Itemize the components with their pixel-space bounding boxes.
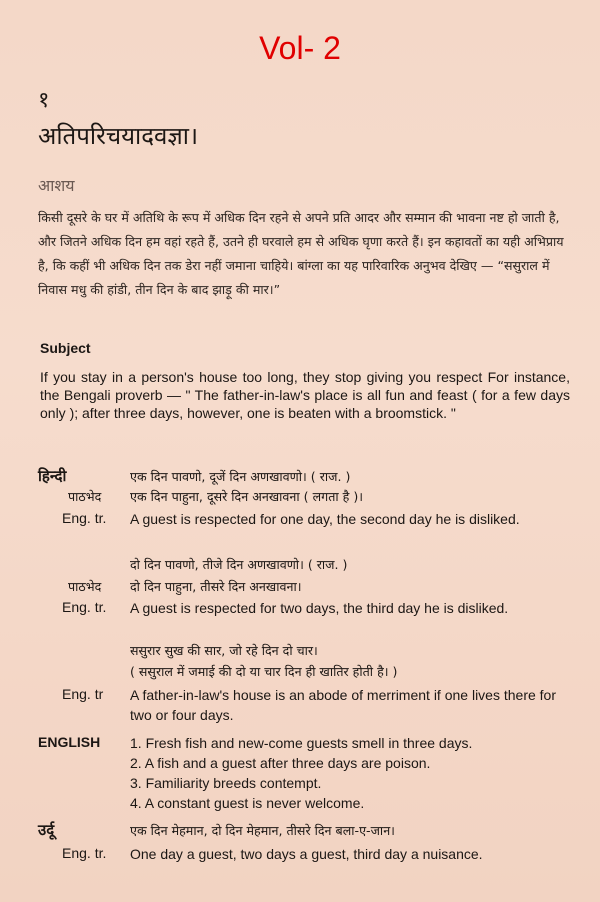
eng-tr-label-4: Eng. tr.: [62, 845, 107, 861]
urdu-proverb: एक दिन मेहमान, दो दिन मेहमान, तीसरे दिन बला-ए-जान।: [130, 823, 395, 838]
eng-tr-label-3: Eng. tr: [62, 686, 104, 702]
volume-label: Vol- 2: [259, 30, 341, 66]
hindi-paragraph: किसी दूसरे के घर में अतिथि के रूप में अधिक दिन रहने से अपने प्रति आदर और सम्मान की भावना नष्ट हो जाती है, और जितने अधिक दिन हम वहां रहते हैं, उतने ही घरवाले हम से अधिक घृणा करते हैं। इन कहावतों का यही अभिप्राय है, कि कहीं भी अधिक दिन तक डेरा नहीं जमाना चाहिये। बांग्ला का यह पारिवारिक अनुभव देखिए — “ससुराल में निवास मधु की हांडी, तीन दिन के बाद झाड़ू की मार।”: [38, 210, 564, 297]
urdu-label: उर्दू: [38, 821, 55, 839]
eng-translation-3: A father-in-law's house is an abode of merriment if one lives there for two or four days.: [130, 687, 556, 723]
hindi-proverb-1: एक दिन पावणो, दूजें दिन अणखावणो। ( राज. ): [130, 469, 351, 484]
proverb-title: अतिपरिचयादवज्ञा।: [38, 122, 199, 150]
eng-tr-label-2: Eng. tr.: [62, 599, 107, 615]
english-label: ENGLISH: [38, 734, 101, 750]
eng-tr-label-1: Eng. tr.: [62, 510, 107, 526]
english-proverb-item: 1. Fresh fish and new-come guests smell in three days.: [130, 735, 473, 751]
eng-translation-4: One day a guest, two days a guest, third day a nuisance.: [130, 846, 483, 862]
eng-translation-2: A guest is respected for two days, the third day he is disliked.: [130, 600, 509, 616]
entry-number: १: [38, 88, 50, 113]
variant-proverb-2: दो दिन पाहुना, तीसरे दिन अनखावना।: [130, 579, 302, 594]
variant-label-1: पाठभेद: [68, 489, 102, 504]
eng-translation-1: A guest is respected for one day, the second day he is disliked.: [130, 511, 520, 527]
subject-heading: Subject: [40, 340, 91, 356]
hindi-section-heading: आशय: [38, 176, 75, 195]
english-proverb-item: 4. A constant guest is never welcome.: [130, 795, 365, 811]
hindi-proverb-3: ससुरार सुख की सार, जो रहे दिन दो चार।: [130, 643, 318, 658]
english-proverb-item: 3. Familiarity breeds contempt.: [130, 775, 322, 791]
hindi-proverb-2: दो दिन पावणो, तीजे दिन अणखावणो। ( राज. ): [130, 557, 348, 572]
subject-text: If you stay in a person's house too long, they stop giving you respect For instance, the Bengali proverb — " The father-in-law's place is all fun and feast ( for a few days only ); after three days, however, one is beaten with a broomstick. ": [40, 369, 570, 421]
english-proverb-list: [130, 733, 570, 813]
english-proverb-item: 2. A fish and a guest after three days are poison.: [130, 755, 431, 771]
hindi-proverb-3-gloss: ( ससुराल में जमाई की दो या चार दिन ही खातिर होती है। ): [130, 664, 398, 679]
hindi-label: हिन्दी: [38, 467, 67, 485]
variant-proverb-1: एक दिन पाहुना, दूसरे दिन अनखावना ( लगता है )।: [130, 489, 364, 504]
variant-label-2: पाठभेद: [68, 579, 102, 594]
